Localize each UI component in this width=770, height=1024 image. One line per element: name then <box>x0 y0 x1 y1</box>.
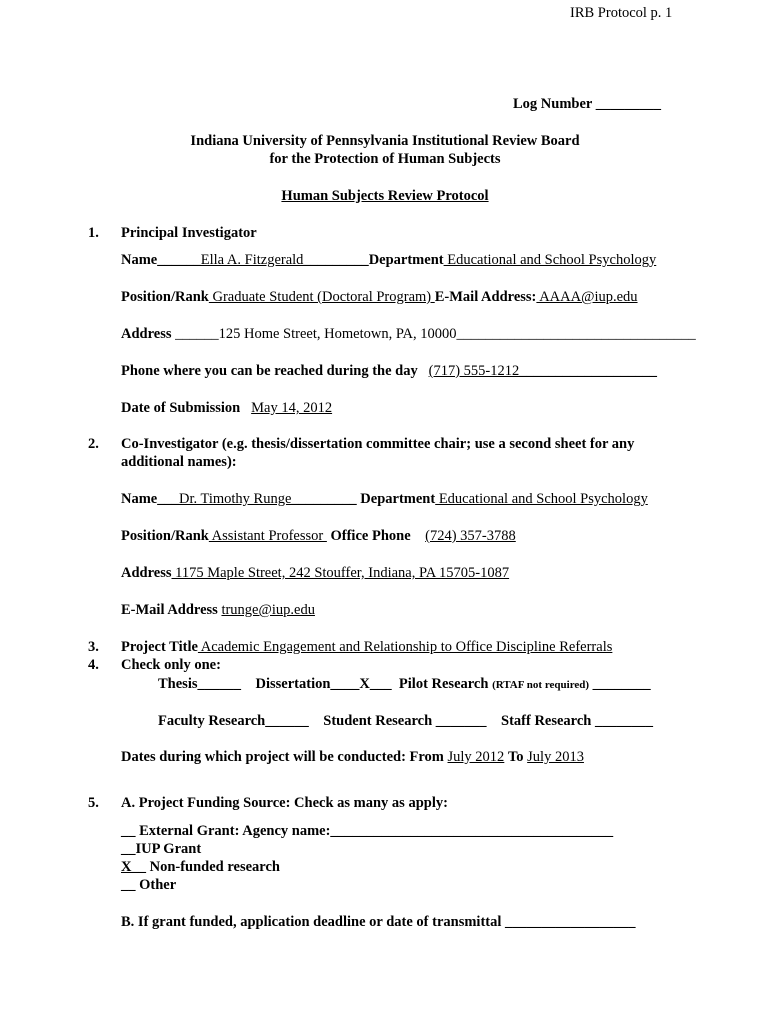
faculty-research-checkbox[interactable]: ______ <box>265 713 309 729</box>
coi-address-row <box>121 564 509 582</box>
section-2-heading-1: Co-Investigator (e.g. thesis/dissertation committee chair; use a second sheet for any <box>121 436 635 452</box>
thesis-label: Thesis <box>158 676 198 692</box>
non-funded-label: Non-funded research <box>149 859 280 875</box>
form-title: Human Subjects Review Protocol <box>281 188 489 204</box>
grant-deadline-label: B. If grant funded, application deadline or date of transmittal <box>121 914 502 930</box>
log-number <box>513 95 661 113</box>
external-grant-checkbox[interactable]: __ <box>121 823 136 839</box>
staff-research-checkbox[interactable]: ________ <box>594 713 653 729</box>
dissertation-label: Dissertation <box>255 676 331 692</box>
faculty-research-label: Faculty Research <box>158 713 266 729</box>
pi-position-field[interactable]: Graduate Student (Doctoral Program) <box>208 289 435 305</box>
research-type-row-2 <box>158 712 653 730</box>
title-line-1: Indiana University of Pennsylvania Institutional Review Board <box>190 133 580 149</box>
pi-name-label: Name <box>121 252 158 268</box>
pi-dept-field[interactable]: Educational and School Psychology <box>443 252 657 268</box>
submission-date-field[interactable]: May 14, 2012 <box>251 400 333 416</box>
coi-name-field[interactable]: ___Dr. Timothy Runge_________ <box>157 491 357 507</box>
iup-grant-label: IUP Grant <box>135 841 202 857</box>
pi-dept-label: Department <box>368 252 444 268</box>
grant-deadline-field[interactable]: __________________ <box>505 914 636 930</box>
submission-date-label: Date of Submission <box>121 400 241 416</box>
non-funded-checkbox[interactable]: X__ <box>121 859 146 875</box>
coi-position-label: Position/Rank <box>121 528 209 544</box>
section-1-heading: Principal Investigator <box>121 225 257 241</box>
pi-position-label: Position/Rank <box>121 289 209 305</box>
coi-address-field[interactable]: 1175 Maple Street, 242 Stouffer, Indiana, PA 15705-1087 <box>171 565 510 581</box>
coi-position-field[interactable]: Assistant Professor <box>208 528 327 544</box>
project-dates-label: Dates during which project will be conducted: From <box>121 749 444 765</box>
section-2-heading-2: additional names): <box>121 454 237 470</box>
funding-nonfunded-row <box>121 858 280 876</box>
pi-address-row <box>121 325 696 343</box>
project-start-field[interactable]: July 2012 <box>447 749 505 765</box>
funding-other-row <box>121 876 176 894</box>
pi-address-field[interactable]: ______125 Home Street, Hometown, PA, 10000_________________________________ <box>171 326 696 342</box>
research-type-row-1 <box>158 675 651 694</box>
pi-phone-label: Phone where you can be reached during the day <box>121 363 418 379</box>
pilot-research-checkbox[interactable]: ________ <box>592 676 651 692</box>
thesis-checkbox[interactable]: ______ <box>197 676 241 692</box>
project-dates-to-label: To <box>507 749 524 765</box>
section-4-number: 4. <box>88 657 99 673</box>
pi-email-field[interactable]: AAAA@iup.edu <box>536 289 638 305</box>
pilot-research-note: (RTAF not required) <box>492 679 590 691</box>
coi-email-row <box>121 601 315 619</box>
title-line-2: for the Protection of Human Subjects <box>269 151 501 167</box>
external-grant-label: External Grant: Agency name: <box>139 823 331 839</box>
funding-external-row <box>121 822 613 840</box>
coi-dept-field[interactable]: Educational and School Psychology <box>435 491 648 507</box>
pi-phone-field[interactable]: (717) 555-1212___________________ <box>428 363 657 379</box>
project-title-row <box>121 638 612 656</box>
grant-deadline-row <box>121 913 636 931</box>
submission-date-row <box>121 399 332 417</box>
coi-name-row <box>121 490 648 508</box>
section-5-number: 5. <box>88 795 99 811</box>
pi-address-label: Address <box>121 326 172 342</box>
student-research-label: Student Research <box>323 713 433 729</box>
project-end-field[interactable]: July 2013 <box>527 749 584 765</box>
section-4-heading: Check only one: <box>121 657 221 673</box>
pilot-research-label: Pilot Research <box>398 676 489 692</box>
pi-phone-row <box>121 362 657 380</box>
project-dates-row <box>121 748 584 766</box>
pi-email-label: E-Mail Address: <box>434 289 537 305</box>
log-number-label: Log Number <box>513 96 593 112</box>
project-title-label: Project Title <box>121 639 198 655</box>
coi-office-phone-field[interactable]: (724) 357-3788 <box>425 528 516 544</box>
section-1-number: 1. <box>88 225 99 241</box>
staff-research-label: Staff Research <box>501 713 592 729</box>
coi-dept-label: Department <box>360 491 436 507</box>
log-number-field[interactable]: _________ <box>595 96 661 112</box>
coi-email-label: E-Mail Address <box>121 602 218 618</box>
funding-heading: A. Project Funding Source: Check as many as apply: <box>121 795 448 811</box>
page-label: IRB Protocol p. 1 <box>570 5 673 21</box>
coi-address-label: Address <box>121 565 172 581</box>
pi-name-row <box>121 251 656 269</box>
agency-name-field[interactable]: _______________________________________ <box>330 823 614 839</box>
other-funding-checkbox[interactable]: __ <box>121 877 136 893</box>
section-3-number: 3. <box>88 639 99 655</box>
student-research-checkbox[interactable]: _______ <box>435 713 487 729</box>
pi-name-field[interactable]: ______Ella A. Fitzgerald_________ <box>157 252 369 268</box>
coi-name-label: Name <box>121 491 158 507</box>
pi-position-row <box>121 288 638 306</box>
dissertation-checkbox[interactable]: ____X___ <box>330 676 392 692</box>
coi-office-phone-label: Office Phone <box>330 528 411 544</box>
coi-email-field[interactable]: trunge@iup.edu <box>221 602 315 618</box>
funding-iup-row <box>121 840 201 858</box>
iup-grant-checkbox[interactable]: __ <box>121 841 136 857</box>
coi-position-row <box>121 527 516 545</box>
other-funding-label: Other <box>139 877 177 893</box>
section-2-number: 2. <box>88 436 99 452</box>
project-title-field[interactable]: Academic Engagement and Relationship to Office Discipline Referrals <box>197 639 613 655</box>
